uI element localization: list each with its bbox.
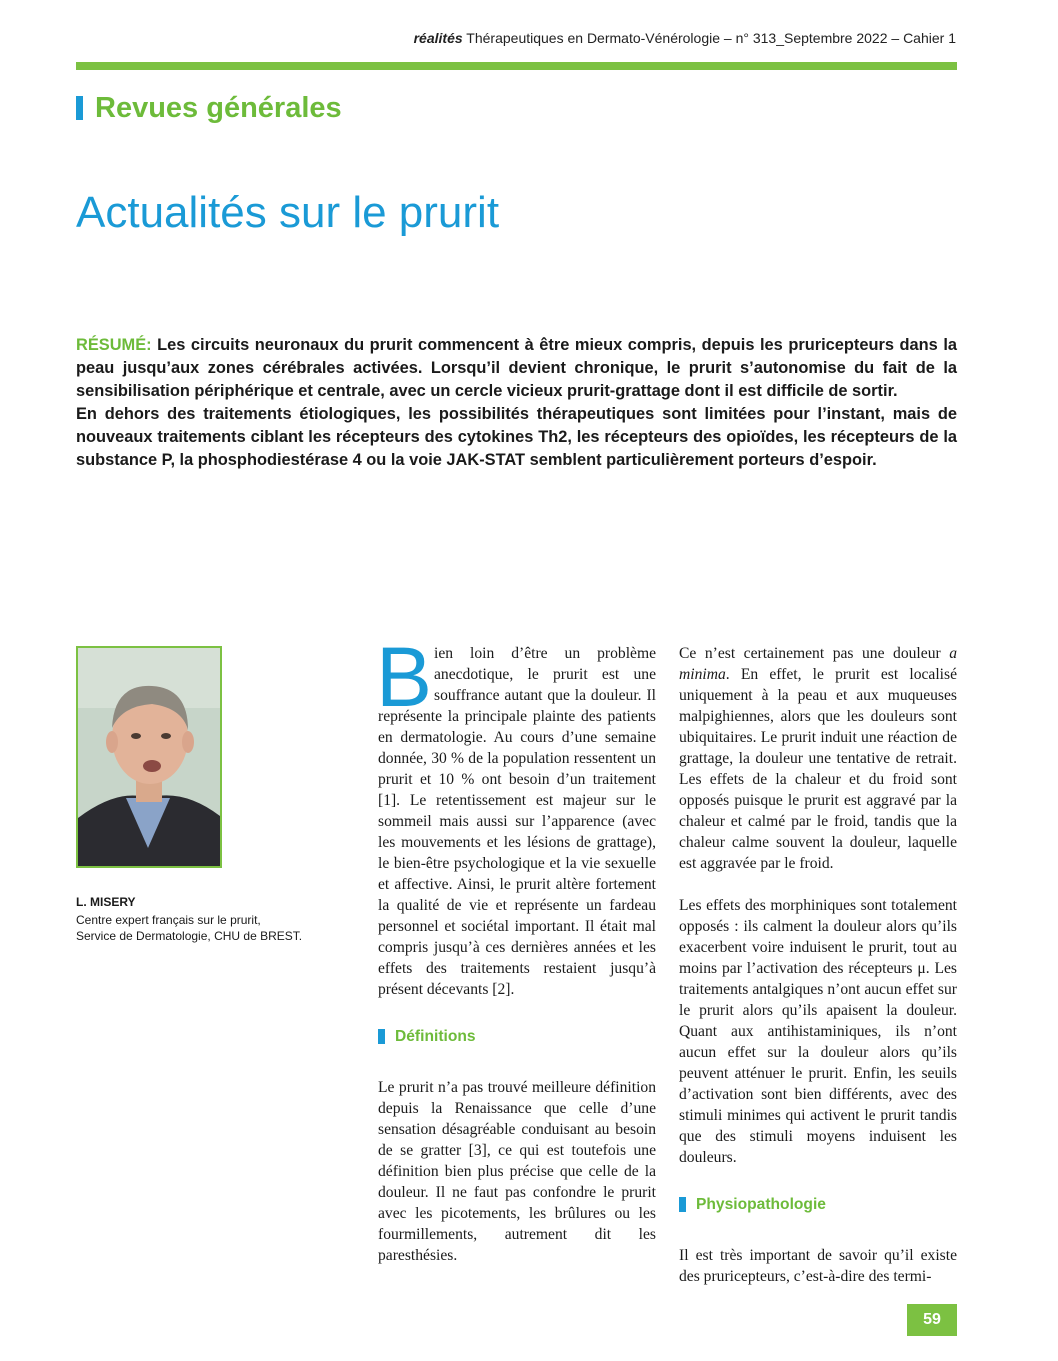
author-affiliation-line-1: Centre expert français sur le prurit, bbox=[76, 913, 261, 927]
body-column-1 bbox=[376, 630, 656, 1266]
column2-paragraph-1-italic: a minima bbox=[679, 645, 957, 683]
rubric-marker bbox=[76, 96, 83, 120]
section-marker bbox=[679, 1197, 686, 1212]
drop-cap bbox=[376, 630, 433, 724]
author-name: L. MISERY bbox=[76, 895, 136, 909]
author-portrait-image bbox=[78, 648, 220, 866]
abstract-paragraph-2: En dehors des traitements étiologiques, les possibilités thérapeutiques sont limitées pour l’instant, mais de nouveaux traitements ciblant les récepteurs des cytokines Th2, les récepteurs des opioïdes, les récepteurs de la substance P, la phosphodiestérase 4 ou la voie JAK-STAT semblent particulièrement porteurs d’espoir. bbox=[76, 405, 957, 469]
section-title: Définitions bbox=[395, 1028, 476, 1045]
journal-issue: Thérapeutiques en Dermato-Vénérologie – n° 313_Septembre 2022 – Cahier 1 bbox=[466, 30, 956, 46]
abstract-keyword: RÉSUMÉ: bbox=[76, 336, 152, 354]
paragraph-gap bbox=[679, 874, 957, 895]
article-title: Actualités sur le prurit bbox=[76, 188, 500, 237]
abstract bbox=[76, 334, 957, 472]
section-heading-physiopathologie bbox=[679, 1194, 957, 1215]
definitions-paragraph: Le prurit n’a pas trouvé meilleure définition depuis la Renaissance que celle d’une sensation désagréable conduisant au besoin de se gratter [3], ce qui est toutefois une définition bien plus précise que celle de la douleur. Il ne faut pas confondre le prurit avec les picotements, les brûlures ou les fourmillements, autrement dit les paresthésies. bbox=[378, 1079, 656, 1264]
section-title: Physiopathologie bbox=[696, 1196, 826, 1213]
column2-paragraph-2: Les effets des morphiniques sont totalement opposés : ils calment la douleur alors qu’ils exacerbent voire induisent le prurit, tout au moins par l’activation des récepteurs μ. Les traitements antalgiques n’ont aucun effet sur le prurit alors qu’ils apaisent la douleur. Quant aux antihistaminiques, ils n’ont aucun effet sur la douleur alors qu’ils peuvent atténuer le prurit. Enfin, les seuils d’activation sont bien différents, avec des stimuli minimes qui activent le prurit tandis que des stimuli moyens induisent les douleurs. bbox=[679, 897, 957, 1166]
column2-paragraph-1-text-b: . En effet, le prurit est localisé uniquement à la peau et aux muqueuses malpighiennes, alors que les douleurs sont ubiquitaires. Le prurit induit une réaction de grattage, la douleur une tentative de retrait. Les effets de la chaleur et du froid sont opposés puisque le prurit est aggravé par la chaleur et calmé par le froid, tandis que la chaleur calme souvent la douleur, laquelle est aggravée par le froid. bbox=[679, 666, 957, 872]
section-rubric bbox=[76, 92, 342, 124]
running-header bbox=[414, 30, 956, 46]
intro-paragraph bbox=[376, 630, 656, 1000]
column2-paragraph-1-text-a: Ce n’est certainement pas une douleur bbox=[679, 645, 950, 662]
header-rule bbox=[76, 62, 957, 70]
author-photo bbox=[76, 646, 222, 868]
author-affiliation-line-2: Service de Dermatologie, CHU de BREST. bbox=[76, 929, 303, 943]
intro-text: ien loin d’être un problème anecdotique, le prurit est une souffrance autant que la douleur. Il représente la principale plainte des patients en dermatologie. Au cours d’une semaine donnée, 30 % de la population ressentent un prurit et 10 % ont besoin d’un traitement [1]. Le retentissement est majeur sur le sommeil mais aussi sur l’apparence (avec les mouvements et les lésions de grattage), le bien-être psychologique et la vie sexuelle et affective. Ainsi, le prurit altère fortement la qualité de vie et représente un fardeau personnel et sociétal important. Il était mal compris jusqu’à ces dernières années et les effets des traitements restaient jusqu’à présent décevants [2]. bbox=[378, 645, 656, 998]
author-affiliation bbox=[76, 912, 302, 944]
abstract-text-1: Les circuits neuronaux du prurit commencent à être mieux compris, depuis les pruricepteurs dans la peau jusqu’aux zones cérébrales activées. Lorsqu’il devient chronique, le prurit s’autonomise du fait de la sensibilisation périphérique et centrale, avec un cercle vicieux prurit-grattage dont il est difficile de sortir. bbox=[76, 336, 957, 400]
drop-cap-letter: B bbox=[376, 630, 433, 724]
journal-brand: réalités bbox=[413, 30, 463, 46]
physiopathologie-paragraph: Il est très important de savoir qu’il existe des pruricepteurs, c’est-à-dire des termi- bbox=[679, 1247, 957, 1285]
column2-paragraph-1 bbox=[679, 643, 957, 874]
page-number: 59 bbox=[907, 1304, 957, 1336]
body-column-2 bbox=[679, 643, 957, 1287]
rubric-label: Revues générales bbox=[95, 91, 342, 124]
abstract-paragraph-1 bbox=[76, 334, 957, 403]
section-marker bbox=[378, 1029, 385, 1044]
section-heading-definitions bbox=[378, 1026, 656, 1047]
